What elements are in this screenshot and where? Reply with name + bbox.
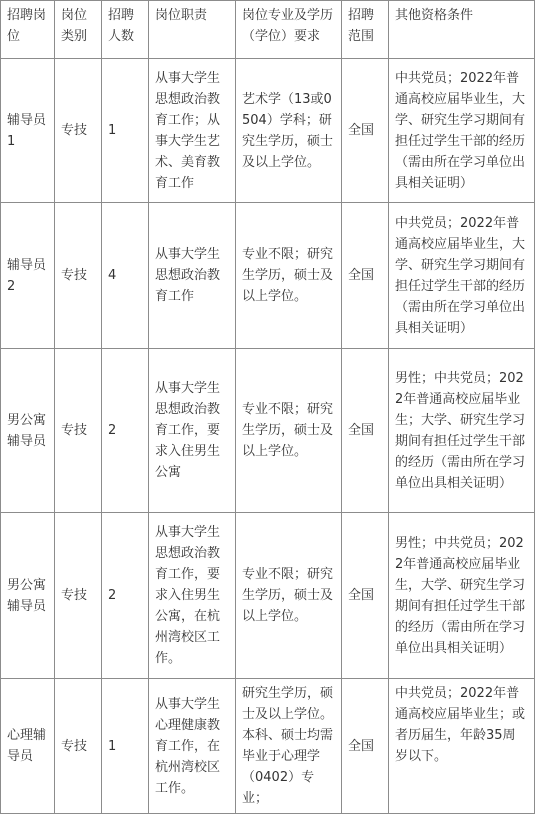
cell-duties: 从事大学生思想政治教育工作 <box>149 203 236 349</box>
header-requirements: 岗位专业及学历（学位）要求 <box>236 1 342 59</box>
cell-position: 男公寓辅导员 <box>1 513 55 679</box>
table-row <box>1 203 535 349</box>
header-other: 其他资格条件 <box>389 1 535 59</box>
cell-count: 1 <box>102 59 149 203</box>
cell-category: 专技 <box>55 349 102 513</box>
cell-category: 专技 <box>55 203 102 349</box>
cell-duties: 从事大学生心理健康教育工作，在杭州湾校区工作。 <box>149 679 236 814</box>
cell-position: 辅导员1 <box>1 59 55 203</box>
cell-count: 2 <box>102 513 149 679</box>
table-header-row <box>1 1 535 59</box>
cell-position: 男公寓辅导员 <box>1 349 55 513</box>
header-category: 岗位类别 <box>55 1 102 59</box>
cell-scope: 全国 <box>342 513 389 679</box>
cell-count: 2 <box>102 349 149 513</box>
cell-scope: 全国 <box>342 203 389 349</box>
cell-duties: 从事大学生思想政治教育工作；从事大学生艺术、美育教育工作 <box>149 59 236 203</box>
cell-scope: 全国 <box>342 349 389 513</box>
table-row <box>1 59 535 203</box>
cell-other: 中共党员；2022年普通高校应届毕业生；或者历届生，年龄35周岁以下。 <box>389 679 535 814</box>
cell-category: 专技 <box>55 679 102 814</box>
table-row <box>1 513 535 679</box>
cell-position: 辅导员2 <box>1 203 55 349</box>
cell-requirements: 专业不限；研究生学历，硕士及以上学位。 <box>236 349 342 513</box>
header-duties: 岗位职责 <box>149 1 236 59</box>
cell-duties: 从事大学生思想政治教育工作，要求入住男生公寓，在杭州湾校区工作。 <box>149 513 236 679</box>
cell-other: 男性；中共党员；2022年普通高校应届毕业生，大学、研究生学习期间有担任过学生干部的经历（需由所在学习单位出具相关证明） <box>389 513 535 679</box>
cell-category: 专技 <box>55 513 102 679</box>
cell-category: 专技 <box>55 59 102 203</box>
table-row <box>1 349 535 513</box>
cell-requirements: 专业不限；研究生学历，硕士及以上学位。 <box>236 513 342 679</box>
header-scope: 招聘范围 <box>342 1 389 59</box>
cell-position: 心理辅导员 <box>1 679 55 814</box>
cell-other: 男性；中共党员；2022年普通高校应届毕业生；大学、研究生学习期间有担任过学生干部的经历（需由所在学习单位出具相关证明） <box>389 349 535 513</box>
header-count: 招聘人数 <box>102 1 149 59</box>
cell-count: 1 <box>102 679 149 814</box>
cell-requirements: 艺术学（13或0504）学科；研究生学历，硕士及以上学位。 <box>236 59 342 203</box>
cell-duties: 从事大学生思想政治教育工作，要求入住男生公寓 <box>149 349 236 513</box>
header-position: 招聘岗位 <box>1 1 55 59</box>
cell-other: 中共党员；2022年普通高校应届毕业生，大学、研究生学习期间有担任过学生干部的经历（需由所在学习单位出具相关证明） <box>389 203 535 349</box>
cell-scope: 全国 <box>342 59 389 203</box>
cell-other: 中共党员；2022年普通高校应届毕业生，大学、研究生学习期间有担任过学生干部的经历（需由所在学习单位出具相关证明） <box>389 59 535 203</box>
table-row <box>1 679 535 814</box>
cell-requirements: 研究生学历，硕士及以上学位。本科、硕士均需毕业于心理学（0402）专业； <box>236 679 342 814</box>
cell-count: 4 <box>102 203 149 349</box>
cell-scope: 全国 <box>342 679 389 814</box>
cell-requirements: 专业不限；研究生学历，硕士及以上学位。 <box>236 203 342 349</box>
